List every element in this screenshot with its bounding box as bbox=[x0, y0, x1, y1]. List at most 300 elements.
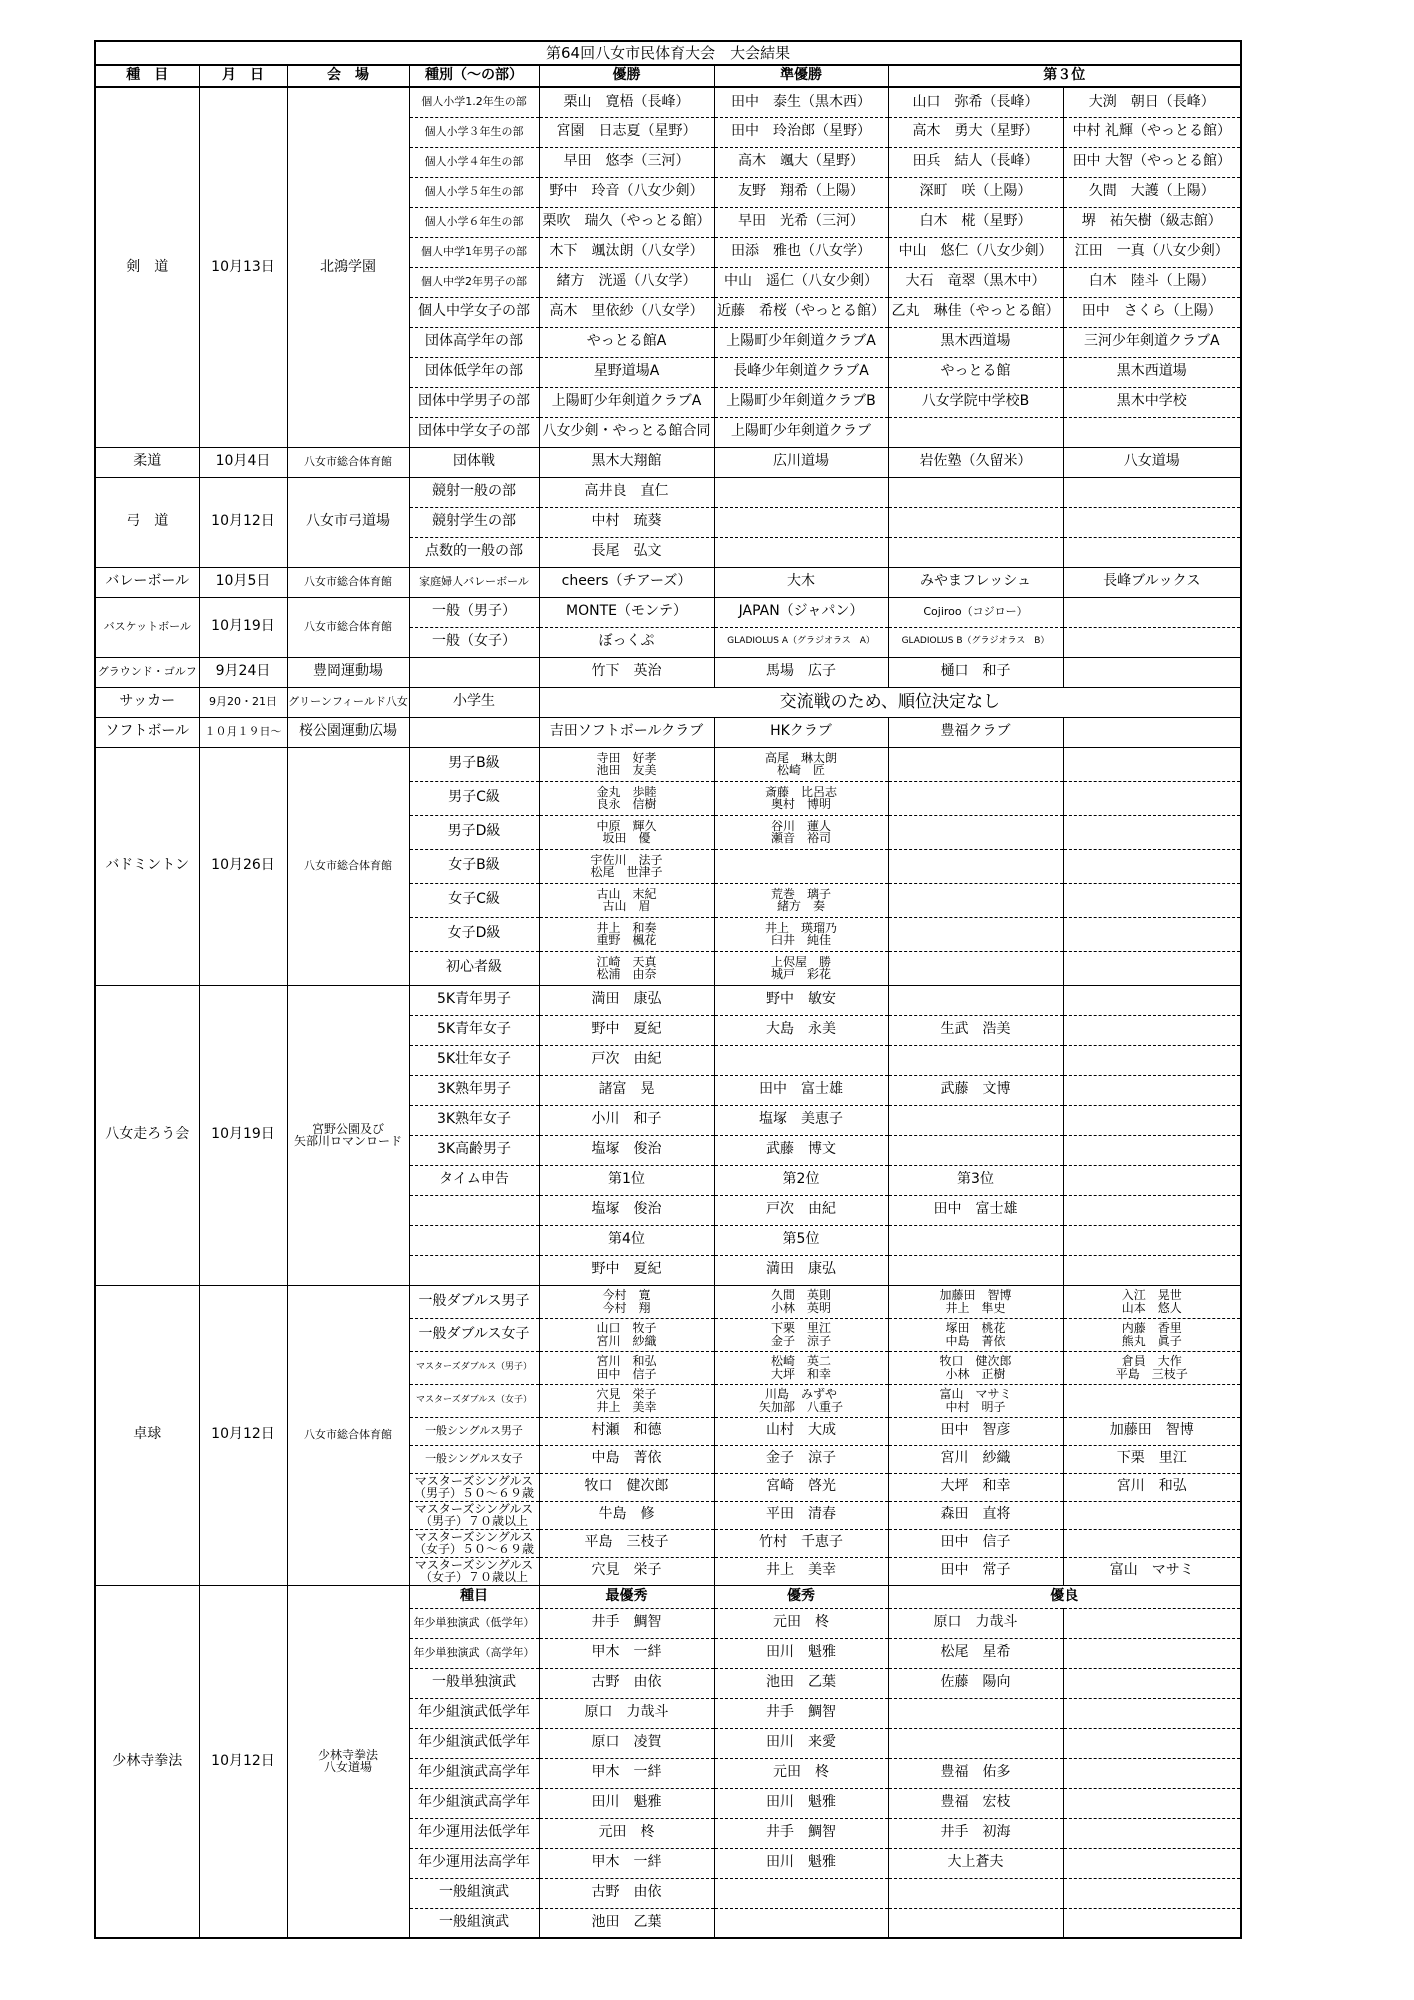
result-second: GLADIOLUS A（グラジオラス A） bbox=[714, 627, 888, 657]
section-event: 剣 道 bbox=[95, 87, 199, 447]
result-third-b bbox=[1063, 1135, 1241, 1165]
cell-line: 熊丸 眞子 bbox=[1121, 1333, 1182, 1348]
result-first: 緒方 洸遥（八女学） bbox=[539, 267, 714, 297]
cell-line: 宮川 紗織 bbox=[596, 1333, 657, 1348]
result-third-b: 田中 さくら（上陽） bbox=[1063, 297, 1241, 327]
result-first bbox=[539, 1384, 714, 1417]
section-date: １０月１９日～ bbox=[199, 717, 287, 747]
result-second: 広川道場 bbox=[714, 447, 888, 477]
cell-line: 上侭屋 勝 bbox=[770, 954, 831, 969]
result-category bbox=[409, 1557, 539, 1585]
result-category: 小学生 bbox=[409, 687, 539, 717]
cell-line: 城戸 彩花 bbox=[770, 967, 831, 981]
section-venue: グリーンフィールド八女 bbox=[287, 687, 409, 717]
result-third-b bbox=[1063, 627, 1241, 657]
result-first: 古野 由依 bbox=[539, 1878, 714, 1908]
section-event: 弓 道 bbox=[95, 477, 199, 567]
cell-line: 金子 涼子 bbox=[770, 1333, 831, 1348]
result-second: 山村 大成 bbox=[714, 1417, 888, 1445]
result-first bbox=[539, 917, 714, 951]
result-category: 初心者級 bbox=[409, 951, 539, 985]
result-second bbox=[714, 1285, 888, 1318]
result-third-b bbox=[1063, 1075, 1241, 1105]
result-first: 原口 凌賀 bbox=[539, 1728, 714, 1758]
header-event: 種 目 bbox=[95, 65, 199, 87]
section-event: 柔道 bbox=[95, 447, 199, 477]
result-third-b: 久間 大護（上陽） bbox=[1063, 177, 1241, 207]
cell-line: 小林 正樹 bbox=[945, 1366, 1006, 1381]
result-category: 3K熟年女子 bbox=[409, 1105, 539, 1135]
cell-line: 入江 晃世 bbox=[1121, 1288, 1182, 1303]
result-third-a: 大石 竜翠（黒木中） bbox=[888, 267, 1063, 297]
result-first: 木下 颯汰朗（八女学） bbox=[539, 237, 714, 267]
result-second: 田中 泰生（黒木西） bbox=[714, 87, 888, 117]
result-first: 黒木大翔館 bbox=[539, 447, 714, 477]
result-third-b bbox=[1063, 1225, 1241, 1255]
result-third-b bbox=[1063, 1758, 1241, 1788]
result-second bbox=[714, 849, 888, 883]
result-third-a bbox=[888, 1105, 1063, 1135]
cell-line: 田中 信子 bbox=[596, 1366, 657, 1381]
cell-line: 井上 隼史 bbox=[945, 1300, 1006, 1315]
result-third-a bbox=[888, 951, 1063, 985]
result-third-b bbox=[1063, 1608, 1241, 1638]
result-third-b bbox=[1063, 507, 1241, 537]
result-category bbox=[409, 1473, 539, 1501]
cell-line: 宮野公園及び bbox=[311, 1121, 384, 1136]
result-category: 女子C級 bbox=[409, 883, 539, 917]
result-first: 平島 三枝子 bbox=[539, 1529, 714, 1557]
result-third-b bbox=[1063, 1285, 1241, 1318]
cell-line: 久間 英則 bbox=[770, 1288, 831, 1303]
result-second: 田中 玲治郎（星野） bbox=[714, 117, 888, 147]
result-first: 村瀬 和德 bbox=[539, 1417, 714, 1445]
result-third-b: 堺 祐矢樹（級志館） bbox=[1063, 207, 1241, 237]
result-category: 一般シングルス女子 bbox=[409, 1445, 539, 1473]
header-category: 種別（～の部） bbox=[409, 65, 539, 87]
result-category: 個人小学４年生の部 bbox=[409, 147, 539, 177]
result-category: 一般ダブルス女子 bbox=[409, 1318, 539, 1351]
result-first: 塩塚 俊治 bbox=[539, 1135, 714, 1165]
cell-line: 矢加部 八重子 bbox=[758, 1399, 843, 1414]
result-third-a: 森田 直将 bbox=[888, 1501, 1063, 1529]
result-category: 個人中学1年男子の部 bbox=[409, 237, 539, 267]
result-third-a: 乙丸 琳佳（やっとる館） bbox=[888, 297, 1063, 327]
result-first bbox=[539, 1351, 714, 1384]
section-date: 10月12日 bbox=[199, 1285, 287, 1585]
cell-line: 高尾 琳太朗 bbox=[764, 750, 837, 765]
result-third-b: 富山 マサミ bbox=[1063, 1557, 1241, 1585]
cell-line: 中村 明子 bbox=[945, 1399, 1006, 1414]
result-category: 一般（男子） bbox=[409, 597, 539, 627]
result-category bbox=[409, 1501, 539, 1529]
result-category: 年少単独演武（低学年） bbox=[409, 1608, 539, 1638]
result-third-a bbox=[888, 1698, 1063, 1728]
result-second: 長峰少年剣道クラブA bbox=[714, 357, 888, 387]
result-category: 5K壮年女子 bbox=[409, 1045, 539, 1075]
result-third-b bbox=[1063, 951, 1241, 985]
result-second: 元田 柊 bbox=[714, 1758, 888, 1788]
cell-line: 松浦 由奈 bbox=[596, 967, 657, 981]
result-second bbox=[714, 1045, 888, 1075]
section-event: ソフトボール bbox=[95, 717, 199, 747]
result-third-a: 豊福 宏枝 bbox=[888, 1788, 1063, 1818]
result-third-a bbox=[888, 849, 1063, 883]
result-first: 高木 里依紗（八女学） bbox=[539, 297, 714, 327]
result-third-b bbox=[1063, 537, 1241, 567]
section-header-third: 優良 bbox=[888, 1585, 1241, 1608]
result-second bbox=[714, 477, 888, 507]
cell-line: 金丸 歩睦 bbox=[596, 784, 657, 799]
result-third-a: 田中 信子 bbox=[888, 1529, 1063, 1557]
result-third-a: Cojiroo（コジロー） bbox=[888, 597, 1063, 627]
cell-line: 緒方 奏 bbox=[776, 899, 825, 913]
result-third-a bbox=[888, 883, 1063, 917]
section-event: 卓球 bbox=[95, 1285, 199, 1585]
result-third-a: 高木 勇大（星野） bbox=[888, 117, 1063, 147]
cell-line: 加藤田 智博 bbox=[939, 1288, 1012, 1303]
result-third-b: 大渕 朝日（長峰） bbox=[1063, 87, 1241, 117]
result-category: 年少組演武低学年 bbox=[409, 1728, 539, 1758]
result-third-a: 大上蒼夫 bbox=[888, 1848, 1063, 1878]
result-third-b bbox=[1063, 747, 1241, 781]
result-category: 女子D級 bbox=[409, 917, 539, 951]
result-third-a bbox=[888, 1908, 1063, 1938]
cell-line: マスターズシングルス bbox=[414, 1501, 534, 1516]
result-third-a bbox=[888, 1318, 1063, 1351]
result-second: 野中 敏安 bbox=[714, 985, 888, 1015]
section-event: バドミントン bbox=[95, 747, 199, 985]
result-second: 戸次 由紀 bbox=[714, 1195, 888, 1225]
result-first: 池田 乙葉 bbox=[539, 1908, 714, 1938]
result-second: 第2位 bbox=[714, 1165, 888, 1195]
cell-line: 瀬音 裕司 bbox=[770, 831, 831, 845]
cell-line: 塚田 桃花 bbox=[945, 1321, 1006, 1336]
section-venue: 北鴻学園 bbox=[287, 87, 409, 447]
cell-line: マスターズシングルス bbox=[414, 1473, 534, 1488]
result-third-a bbox=[888, 1135, 1063, 1165]
result-first: 八女少剣・やっとる館合同 bbox=[539, 417, 714, 447]
result-first: やっとる館A bbox=[539, 327, 714, 357]
result-third-a: 大坪 和幸 bbox=[888, 1473, 1063, 1501]
result-first: 上陽町少年剣道クラブA bbox=[539, 387, 714, 417]
result-third-a bbox=[888, 1255, 1063, 1285]
result-third-a bbox=[888, 507, 1063, 537]
section-date: 9月20・21日 bbox=[199, 687, 287, 717]
result-category: 一般（女子） bbox=[409, 627, 539, 657]
result-third-b bbox=[1063, 417, 1241, 447]
section-venue: 八女市総合体育館 bbox=[287, 447, 409, 477]
result-category: 3K熟年男子 bbox=[409, 1075, 539, 1105]
result-third-a bbox=[888, 1384, 1063, 1417]
result-third-b bbox=[1063, 849, 1241, 883]
result-first: 野中 夏紀 bbox=[539, 1015, 714, 1045]
result-category: 個人小学６年生の部 bbox=[409, 207, 539, 237]
result-third-a bbox=[888, 815, 1063, 849]
result-category: 年少組演武高学年 bbox=[409, 1758, 539, 1788]
result-category: 男子D級 bbox=[409, 815, 539, 849]
cell-line: 寺田 好孝 bbox=[596, 750, 657, 765]
cell-line: 内藤 香里 bbox=[1121, 1321, 1182, 1336]
cell-line: 池田 友美 bbox=[596, 763, 657, 777]
result-second: 早田 光希（三河） bbox=[714, 207, 888, 237]
result-third-a: 中山 悠仁（八女少剣） bbox=[888, 237, 1063, 267]
results-table bbox=[94, 40, 1242, 1939]
result-category: 年少運用法低学年 bbox=[409, 1818, 539, 1848]
result-first bbox=[539, 951, 714, 985]
result-second: 田川 魁雅 bbox=[714, 1848, 888, 1878]
result-second: 武藤 博文 bbox=[714, 1135, 888, 1165]
result-category: 個人小学３年生の部 bbox=[409, 117, 539, 147]
result-second: 馬場 広子 bbox=[714, 657, 888, 687]
section-venue: 八女市総合体育館 bbox=[287, 597, 409, 657]
result-first: 塩塚 俊治 bbox=[539, 1195, 714, 1225]
result-second: HKクラブ bbox=[714, 717, 888, 747]
result-second bbox=[714, 815, 888, 849]
section-event: グラウンド・ゴルフ bbox=[95, 657, 199, 687]
result-first bbox=[539, 883, 714, 917]
result-first: 中島 菁依 bbox=[539, 1445, 714, 1473]
cell-line: 今村 翔 bbox=[602, 1300, 651, 1315]
result-category: 一般シングルス男子 bbox=[409, 1417, 539, 1445]
result-second bbox=[714, 1318, 888, 1351]
result-third-a: GLADIOLUS B（グラジオラス B） bbox=[888, 627, 1063, 657]
section-date: 10月13日 bbox=[199, 87, 287, 447]
result-second: 上陽町少年剣道クラブB bbox=[714, 387, 888, 417]
result-third-a bbox=[888, 1878, 1063, 1908]
result-first: ぼっくぷ bbox=[539, 627, 714, 657]
result-third-a: 宮川 紗織 bbox=[888, 1445, 1063, 1473]
section-event: 八女走ろう会 bbox=[95, 985, 199, 1285]
result-third-a: 松尾 星希 bbox=[888, 1638, 1063, 1668]
result-third-a: 佐藤 陽向 bbox=[888, 1668, 1063, 1698]
result-second: 池田 乙葉 bbox=[714, 1668, 888, 1698]
cell-line: 富山 マサミ bbox=[939, 1387, 1012, 1402]
result-first: 田川 魁雅 bbox=[539, 1788, 714, 1818]
cell-line: 小林 英明 bbox=[770, 1300, 831, 1315]
result-first: 穴見 栄子 bbox=[539, 1557, 714, 1585]
result-category: 年少単独演武（高学年） bbox=[409, 1638, 539, 1668]
result-first: 甲木 一絆 bbox=[539, 1638, 714, 1668]
result-first: 高井良 直仁 bbox=[539, 477, 714, 507]
cell-line: （男子）７０歳以上 bbox=[419, 1514, 528, 1528]
cell-line: 松崎 英二 bbox=[770, 1354, 831, 1369]
result-second: 近藤 希桜（やっとる館） bbox=[714, 297, 888, 327]
result-third-b bbox=[1063, 1195, 1241, 1225]
result-third-b bbox=[1063, 1045, 1241, 1075]
result-category bbox=[409, 657, 539, 687]
result-third-a: 深町 咲（上陽） bbox=[888, 177, 1063, 207]
result-second: 友野 翔希（上陽） bbox=[714, 177, 888, 207]
result-third-b bbox=[1063, 1788, 1241, 1818]
result-third-a bbox=[888, 1225, 1063, 1255]
result-category: 女子B級 bbox=[409, 849, 539, 883]
cell-line: 平島 三枝子 bbox=[1115, 1366, 1188, 1381]
result-category: 団体高学年の部 bbox=[409, 327, 539, 357]
result-second bbox=[714, 1908, 888, 1938]
result-third-b: 長峰ブルックス bbox=[1063, 567, 1241, 597]
section-event: サッカー bbox=[95, 687, 199, 717]
cell-line: 良永 信樹 bbox=[596, 797, 657, 811]
section-venue: 桜公園運動広場 bbox=[287, 717, 409, 747]
result-second bbox=[714, 883, 888, 917]
result-first: 牧口 健次郎 bbox=[539, 1473, 714, 1501]
result-category bbox=[409, 717, 539, 747]
result-category: 個人中学女子の部 bbox=[409, 297, 539, 327]
result-first: cheers（チアーズ） bbox=[539, 567, 714, 597]
result-category: マスターズダブルス（女子） bbox=[409, 1384, 539, 1417]
result-third-b bbox=[1063, 1318, 1241, 1351]
result-third-a bbox=[888, 1351, 1063, 1384]
cell-line: 古山 末紀 bbox=[596, 886, 657, 901]
result-third-b bbox=[1063, 1668, 1241, 1698]
section-header-second: 優秀 bbox=[714, 1585, 888, 1608]
header-date: 月 日 bbox=[199, 65, 287, 87]
cell-line: 今村 寛 bbox=[602, 1288, 651, 1303]
result-category bbox=[409, 1529, 539, 1557]
result-third-a bbox=[888, 1285, 1063, 1318]
result-category: 男子B級 bbox=[409, 747, 539, 781]
section-venue: 八女市弓道場 bbox=[287, 477, 409, 567]
result-category: 団体中学男子の部 bbox=[409, 387, 539, 417]
cell-line: 荒巻 璃子 bbox=[770, 886, 831, 901]
section-header-first: 最優秀 bbox=[539, 1585, 714, 1608]
cell-line: 宮川 和弘 bbox=[596, 1354, 657, 1369]
result-category: 一般組演武 bbox=[409, 1878, 539, 1908]
result-third-a: やっとる館 bbox=[888, 357, 1063, 387]
result-first: 元田 柊 bbox=[539, 1818, 714, 1848]
cell-line: （女子）７０歳以上 bbox=[419, 1570, 528, 1584]
result-third-b bbox=[1063, 985, 1241, 1015]
result-third-a bbox=[888, 1045, 1063, 1075]
header-venue: 会 場 bbox=[287, 65, 409, 87]
result-third-b: 黒木西道場 bbox=[1063, 357, 1241, 387]
section-note: 交流戦のため、順位決定なし bbox=[539, 687, 1241, 717]
result-second: 満田 康弘 bbox=[714, 1255, 888, 1285]
result-third-a: 八女学院中学校B bbox=[888, 387, 1063, 417]
cell-line: 大坪 和幸 bbox=[770, 1366, 831, 1381]
cell-line: 牧口 健次郎 bbox=[939, 1354, 1012, 1369]
result-third-a bbox=[888, 917, 1063, 951]
result-second bbox=[714, 1384, 888, 1417]
result-first: 甲木 一絆 bbox=[539, 1758, 714, 1788]
section-event: 少林寺拳法 bbox=[95, 1585, 199, 1938]
section-date: 10月12日 bbox=[199, 477, 287, 567]
section-date: 10月19日 bbox=[199, 597, 287, 657]
cell-line: 矢部川ロマンロード bbox=[293, 1134, 402, 1148]
result-category: 個人小学５年生の部 bbox=[409, 177, 539, 207]
result-second: 田川 来愛 bbox=[714, 1728, 888, 1758]
result-third-b bbox=[1063, 781, 1241, 815]
result-second: 高木 颯大（星野） bbox=[714, 147, 888, 177]
result-third-b bbox=[1063, 1848, 1241, 1878]
section-event: バスケットボール bbox=[95, 597, 199, 657]
result-third-a: 生武 浩美 bbox=[888, 1015, 1063, 1045]
cell-line: 川島 みずや bbox=[764, 1387, 837, 1402]
result-first bbox=[539, 1285, 714, 1318]
section-venue: 豊岡運動場 bbox=[287, 657, 409, 687]
page-title: 第64回八女市民体育大会 大会結果 bbox=[95, 41, 1241, 65]
result-second: 元田 柊 bbox=[714, 1608, 888, 1638]
cell-line: 宇佐川 法子 bbox=[590, 852, 663, 867]
cell-line: 谷川 蓮人 bbox=[770, 818, 831, 833]
result-third-b: 下栗 里江 bbox=[1063, 1445, 1241, 1473]
result-third-a: 原口 力哉斗 bbox=[888, 1608, 1063, 1638]
cell-line: 古山 眉 bbox=[602, 899, 651, 913]
result-third-b bbox=[1063, 1908, 1241, 1938]
section-venue bbox=[287, 1585, 409, 1938]
result-second bbox=[714, 917, 888, 951]
result-first: 牛島 修 bbox=[539, 1501, 714, 1529]
result-second bbox=[714, 537, 888, 567]
result-third-b bbox=[1063, 1698, 1241, 1728]
result-third-a bbox=[888, 781, 1063, 815]
section-venue bbox=[287, 985, 409, 1285]
result-first: 早田 悠李（三河） bbox=[539, 147, 714, 177]
result-second: 井上 美幸 bbox=[714, 1557, 888, 1585]
cell-line: 山口 牧子 bbox=[596, 1321, 657, 1336]
cell-line: 山本 悠人 bbox=[1121, 1300, 1182, 1315]
result-first: 栗吹 瑞久（やっとる館） bbox=[539, 207, 714, 237]
result-category: 一般組演武 bbox=[409, 1908, 539, 1938]
cell-line: 井上 瑛瑠乃 bbox=[764, 920, 837, 935]
result-third-a bbox=[888, 747, 1063, 781]
result-second: 大島 永美 bbox=[714, 1015, 888, 1045]
result-third-b bbox=[1063, 1165, 1241, 1195]
result-first: 満田 康弘 bbox=[539, 985, 714, 1015]
result-second: 平田 清春 bbox=[714, 1501, 888, 1529]
result-third-a bbox=[888, 537, 1063, 567]
result-first: 野中 玲音（八女少剣） bbox=[539, 177, 714, 207]
result-third-b: 加藤田 智博 bbox=[1063, 1417, 1241, 1445]
cell-line: （男子）５０～６９歳 bbox=[413, 1486, 534, 1500]
result-second: 第5位 bbox=[714, 1225, 888, 1255]
result-third-b bbox=[1063, 1105, 1241, 1135]
section-event: バレーボール bbox=[95, 567, 199, 597]
result-category bbox=[409, 1225, 539, 1255]
result-third-a: 岩佐塾（久留米） bbox=[888, 447, 1063, 477]
result-first: 中村 琉葵 bbox=[539, 507, 714, 537]
result-third-a: 黒木西道場 bbox=[888, 327, 1063, 357]
result-second: 塩塚 美恵子 bbox=[714, 1105, 888, 1135]
result-third-b bbox=[1063, 1529, 1241, 1557]
result-category bbox=[409, 1195, 539, 1225]
result-first: MONTE（モンテ） bbox=[539, 597, 714, 627]
cell-line: 臼井 純佳 bbox=[770, 933, 831, 947]
result-category: 年少組演武高学年 bbox=[409, 1788, 539, 1818]
cell-line: 松崎 匠 bbox=[776, 763, 825, 777]
section-date: 10月19日 bbox=[199, 985, 287, 1285]
cell-line: （女子）５０～６９歳 bbox=[413, 1542, 534, 1556]
result-category: 競射一般の部 bbox=[409, 477, 539, 507]
result-first: 原口 力哉斗 bbox=[539, 1698, 714, 1728]
result-third-b bbox=[1063, 717, 1241, 747]
result-third-b: 中村 礼輝（やっとる館） bbox=[1063, 117, 1241, 147]
result-second: 上陽町少年剣道クラブ bbox=[714, 417, 888, 447]
result-third-a: 田中 富士雄 bbox=[888, 1195, 1063, 1225]
result-second bbox=[714, 781, 888, 815]
result-first: 竹下 英治 bbox=[539, 657, 714, 687]
result-third-b bbox=[1063, 477, 1241, 507]
section-date: 10月12日 bbox=[199, 1585, 287, 1938]
result-first: 戸次 由紀 bbox=[539, 1045, 714, 1075]
result-second bbox=[714, 1351, 888, 1384]
cell-line: マスターズシングルス bbox=[414, 1557, 534, 1572]
section-date: 10月26日 bbox=[199, 747, 287, 985]
cell-line: 八女道場 bbox=[323, 1760, 372, 1775]
result-category bbox=[409, 1255, 539, 1285]
result-first bbox=[539, 781, 714, 815]
